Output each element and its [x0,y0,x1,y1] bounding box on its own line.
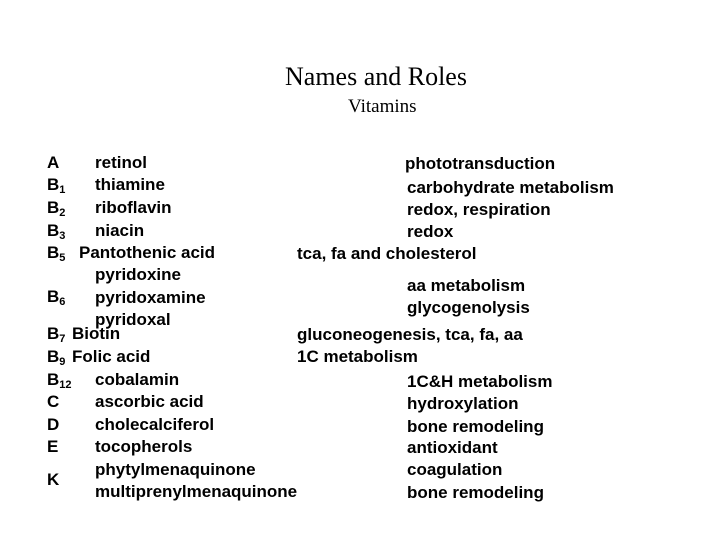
vitamin-label: $B_9$ [47,347,66,368]
vitamin-role: coagulation [407,460,503,479]
vitamin-label: $B_5$ [47,243,66,264]
vitamin-name: pyridoxine [95,265,181,284]
vitamin-role: carbohydrate metabolism [407,178,614,197]
vitamin-label: E [47,437,59,456]
vitamin-name: pyridoxamine [95,288,206,307]
vitamin-role: bone remodeling [407,483,544,502]
vitamin-name: riboflavin [95,198,172,217]
vitamin-label: $B_7$ [47,324,66,345]
vitamin-role: 1C&H metabolism [407,372,553,391]
vitamin-label: $B_6$ [47,287,66,308]
vitamin-name: multiprenylmenaquinone [95,482,298,501]
vitamin-role: 1C metabolism [297,347,418,366]
vitamin-name: ascorbic acid [95,392,204,411]
vitamin-name: tocopherols [95,437,193,456]
vitamin-label: C [47,392,60,411]
vitamin-label: $B_1$ [47,175,66,196]
vitamin-name: niacin [95,221,145,240]
vitamin-label: D [47,415,60,434]
vitamin-label: A [47,153,60,172]
vitamin-role: tca, fa and cholesterol [297,244,477,263]
vitamin-name: cobalamin [95,370,180,389]
vitamin-role: antioxidant [407,438,498,457]
vitamin-name: phytylmenaquinone [95,460,256,479]
vitamin-name: cholecalciferol [95,415,215,434]
vitamin-role: redox [407,222,454,241]
vitamin-name: Folic acid [72,347,151,366]
vitamin-name: pyridoxal [95,310,171,329]
vitamin-role: phototransduction [405,154,556,173]
slide-subtitle: Vitamins [348,96,417,117]
vitamin-role: hydroxylation [407,394,519,413]
vitamin-label: $B_2$ [47,198,66,219]
vitamin-role: bone remodeling [407,417,544,436]
vitamin-name: thiamine [95,175,165,194]
vitamin-role: redox, respiration [407,200,551,219]
vitamin-label: $B_{12}$ [47,370,72,391]
vitamin-role: aa metabolism [407,276,526,295]
vitamin-name: Biotin [72,324,121,343]
vitamin-label: $B_3$ [47,221,66,242]
slide-title: Names and Roles [285,62,467,91]
vitamin-name: Pantothenic acid [79,243,216,262]
vitamin-role: gluconeogenesis, tca, fa, aa [297,325,523,344]
vitamin-name: retinol [95,153,147,172]
vitamin-label: K [47,470,60,489]
vitamin-role: glycogenolysis [407,298,530,317]
